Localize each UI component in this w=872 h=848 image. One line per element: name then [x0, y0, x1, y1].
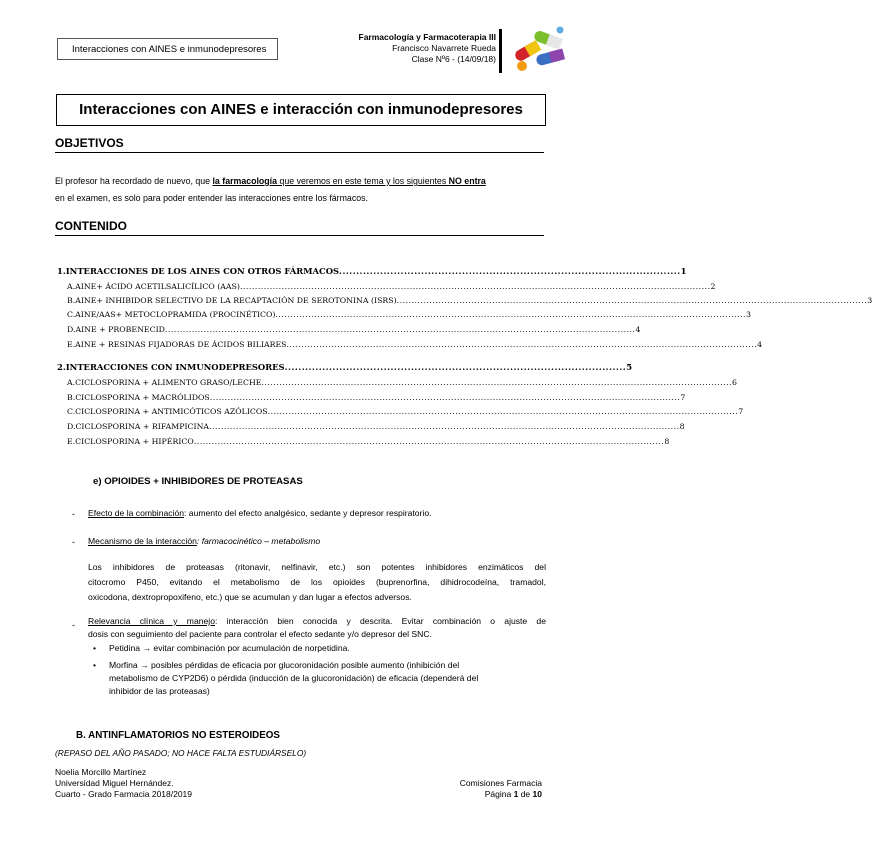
toc-entry[interactable]: [57, 376, 737, 389]
pills-logo-icon: [508, 26, 570, 74]
toc-text: INTERACCIONES CON INMUNODEPRESORES: [65, 362, 285, 372]
relevancia-text-1: : interacción bien conocida y descrita. Evitar combinación o ajuste de: [215, 616, 546, 626]
efecto-label: Efecto de la combinación: [88, 508, 185, 518]
page-prefix: Página: [484, 789, 514, 799]
efecto-line: [88, 506, 548, 521]
toc-text: CICLOSPORINA + RIFAMPICINA: [75, 422, 210, 431]
page-mid: de: [518, 789, 533, 799]
mecanismo-text: : farmacocinético – metabolismo: [196, 536, 321, 546]
toc-page: 7: [680, 393, 686, 402]
objetivos-text-b: la farmacología: [212, 176, 278, 186]
relevancia-block: [88, 615, 546, 641]
list-item: [93, 659, 548, 698]
toc-entry[interactable]: [57, 323, 641, 336]
toc-text: AINE+ ÁCIDO ACETILSALICÍLICO (AAS): [75, 282, 240, 291]
objetivos-text: [55, 173, 547, 207]
footer-name: Noelia Morcillo Martínez: [55, 767, 147, 777]
footer-university: Universidad Miguel Hernández.: [55, 778, 174, 788]
toc-leader: ..............................................................................................................................................................: [275, 310, 746, 319]
page-indicator: [460, 789, 542, 800]
toc-page: 3: [746, 310, 751, 319]
toc-entry[interactable]: [57, 405, 744, 418]
relevancia-text-2: dosis con seguimiento del paciente para controlar el efecto sedante y/o depresor del SNC.: [88, 629, 432, 639]
toc-entry[interactable]: [57, 265, 687, 278]
objetivos-text-d: NO entra: [448, 176, 486, 186]
toc-entry[interactable]: [57, 308, 751, 321]
toc-page: 8: [679, 422, 685, 431]
objetivos-heading: OBJETIVOS: [55, 136, 544, 153]
dash-bullet: -: [72, 509, 75, 519]
toc-page: 7: [738, 407, 744, 416]
toc-page: 2: [710, 282, 716, 291]
toc-leader: ..............................................................................................................................................................: [209, 393, 681, 402]
dash-bullet: -: [72, 620, 75, 630]
toc-entry[interactable]: [57, 294, 872, 307]
paragraph-line: oxicodona, dextropropoxifeno, etc.) que se acumulan y dan lugar a efectos adversos.: [88, 592, 412, 602]
toc-text: CICLOSPORINA + MACRÓLIDOS: [75, 393, 210, 402]
objetivos-text-e: en el examen, es solo para poder entender las interacciones entre los fármacos.: [55, 193, 368, 203]
header-label-box: [57, 38, 278, 60]
relevancia-label: Relevancia clínica y manejo: [88, 616, 215, 626]
bullet-text: metabolismo de CYP2D6) o pérdida (inducción de la glucoronidación) de eficacia (dependerá del: [109, 673, 479, 683]
toc-text: AINE/AAS+ METOCLOPRAMIDA (PROCINÉTICO): [75, 310, 276, 319]
toc-page: 4: [757, 340, 763, 349]
toc-num: 1.: [57, 266, 66, 276]
header-label: Interacciones con AINES e inmunodepresores: [72, 44, 267, 55]
mecanismo-line: [88, 534, 548, 549]
footer-right: [460, 778, 542, 800]
toc-text: CICLOSPORINA + ALIMENTO GRASO/LECHE: [75, 378, 262, 387]
objetivos-text-c: que veremos en este tema y los siguientes: [277, 176, 449, 186]
page-current: 1: [513, 789, 519, 799]
toc-num: B.: [67, 393, 76, 402]
header-class: Clase Nº6 - (14/09/18): [411, 54, 496, 64]
toc-leader: ..............................................................................................................................................................: [261, 378, 733, 387]
toc-text: AINE + PROBENECID: [75, 325, 165, 334]
section-e-heading: e) OPIOIDES + INHIBIDORES DE PROTEASAS: [93, 476, 303, 487]
toc-leader: ..............................................................................................................................................................: [209, 422, 680, 431]
toc-page: 3: [867, 296, 872, 305]
bullet-text: inhibidor de las proteasas): [109, 686, 210, 696]
footer-left: [55, 767, 192, 800]
toc-entry[interactable]: [57, 420, 685, 433]
toc-page: 4: [635, 325, 641, 334]
section-b-heading: B. ANTINFLAMATORIOS NO ESTEROIDEOS: [76, 730, 280, 741]
toc-num: A.: [67, 378, 76, 387]
mecanismo-paragraph: [88, 560, 546, 605]
toc-leader: ..............................................................................................................................................................: [286, 340, 758, 349]
toc-num: A.: [67, 282, 76, 291]
toc-page: 6: [732, 378, 737, 387]
paragraph-line: citocromo P450, evitando el metabolismo de los opioides (buprenorfina, dihidrocodeína, tramadol,: [88, 577, 546, 587]
document-title: Interacciones con AINES e interacción con inmunodepresores: [56, 94, 546, 126]
header-info: [359, 32, 496, 65]
contenido-heading: CONTENIDO: [55, 219, 544, 236]
toc-text: AINE + RESINAS FIJADORAS DE ÁCIDOS BILIARES: [75, 340, 287, 349]
toc-entry[interactable]: [57, 280, 716, 293]
toc-leader: ..............................................................................................................................................................: [396, 296, 868, 305]
toc-num: E.: [67, 437, 76, 446]
toc-page: 5: [626, 362, 633, 372]
toc-leader: ..............................................................................................................................................................: [193, 437, 665, 446]
objetivos-text-a: El profesor ha recordado de nuevo, que: [55, 176, 213, 186]
footer-course: Cuarto - Grado Farmacia 2018/2019: [55, 789, 193, 799]
toc-text: AINE+ INHIBIDOR SELECTIVO DE LA RECAPTACIÓN DE SEROTONINA (ISRS): [75, 296, 397, 305]
bullet-text: Petidina → evitar combinación por acumulación de norpetidina.: [109, 643, 350, 653]
footer-commission: Comisiones Farmacia: [459, 778, 542, 788]
toc-text: CICLOSPORINA + HIPÉRICO: [75, 437, 194, 446]
header-course: Farmacología y Farmacoterapia III: [358, 32, 496, 42]
header-divider: [499, 29, 502, 73]
toc-text: CICLOSPORINA + ANTIMICÓTICOS AZÓLICOS: [75, 407, 268, 416]
toc-num: B.: [67, 296, 76, 305]
toc-num: D.: [67, 422, 76, 431]
bullet-dot-icon: •: [93, 643, 97, 653]
toc-leader: ....................................................................................................: [284, 362, 627, 372]
toc-page: 8: [664, 437, 670, 446]
paragraph-line: Los inhibidores de proteasas (ritonavir, nelfinavir, etc.) son potentes inhibidores enzimáticos del: [88, 562, 546, 572]
bullet-text: Morfina → posibles pérdidas de eficacia por glucoronidación posible aumento (inhibición del: [109, 660, 460, 670]
section-b-note: (REPASO DEL AÑO PASADO; NO HACE FALTA ESTUDIÁRSELO): [55, 748, 307, 758]
bullet-dot-icon: •: [93, 660, 97, 670]
toc-entry[interactable]: [57, 391, 686, 404]
toc-entry[interactable]: [57, 338, 763, 351]
toc-leader: ..............................................................................................................................................................: [239, 282, 711, 291]
toc-entry[interactable]: [57, 361, 633, 374]
toc-leader: ....................................................................................................: [339, 266, 681, 276]
toc-leader: ..............................................................................................................................................................: [267, 407, 739, 416]
dash-bullet: -: [72, 537, 75, 547]
mecanismo-label: Mecanismo de la interacción: [88, 536, 197, 546]
relevancia-bullets: [93, 642, 548, 698]
toc-page: 1: [680, 266, 687, 276]
toc-entry[interactable]: [57, 435, 670, 448]
toc-num: D.: [67, 325, 76, 334]
toc-num: C.: [67, 407, 76, 416]
efecto-text: : aumento del efecto analgésico, sedante y depresor respiratorio.: [184, 508, 432, 518]
toc-leader: ..............................................................................................................................................................: [164, 325, 636, 334]
header-author: Francisco Navarrete Rueda: [392, 43, 496, 53]
toc-num: C.: [67, 310, 76, 319]
toc-num: E.: [67, 340, 76, 349]
toc-num: 2.: [57, 362, 66, 372]
toc-text: INTERACCIONES DE LOS AINES CON OTROS FÁRMACOS: [65, 266, 340, 276]
list-item: [93, 642, 548, 655]
page-total: 10: [532, 789, 542, 799]
